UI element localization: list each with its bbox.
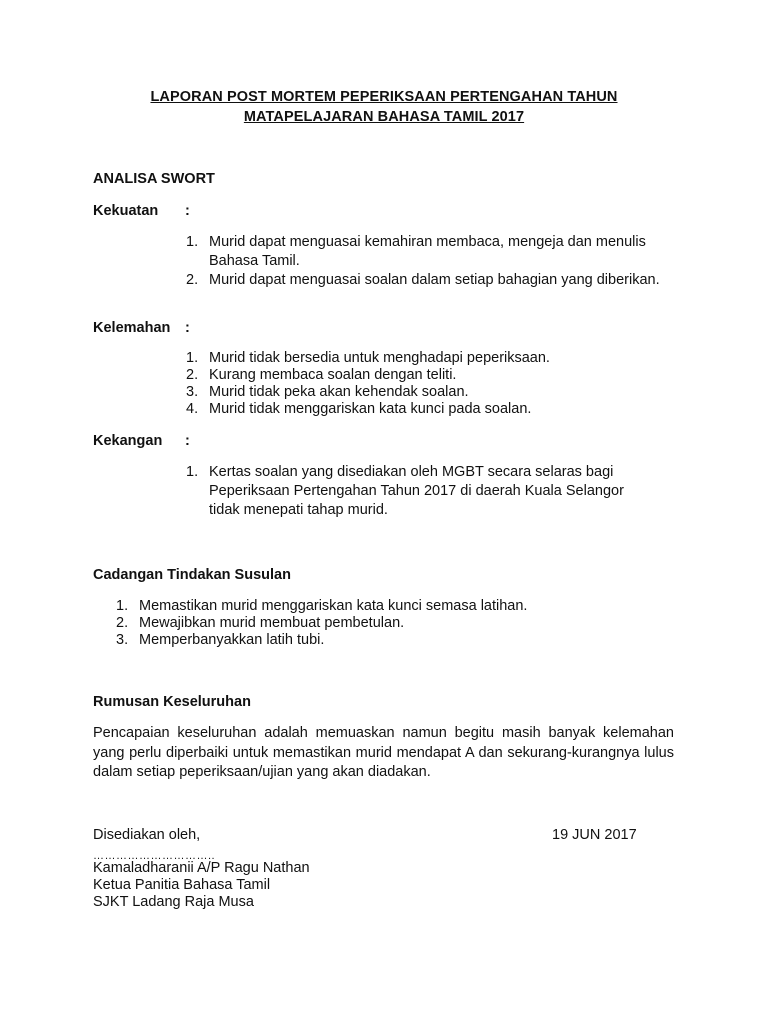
kelemahan-list [186, 350, 666, 418]
kekuatan-list [186, 233, 666, 290]
document-title-line-1: LAPORAN POST MORTEM PEPERIKSAAN PERTENGAHAN TAHUN [150, 89, 618, 105]
kekuatan-colon: : [185, 203, 190, 219]
list-item: 1. Murid tidak bersedia untuk menghadapi peperiksaan. [186, 350, 550, 366]
rumusan-paragraph: Pencapaian keseluruhan adalah memuaskan namun begitu masih banyak kelemahan yang perlu diperbaiki untuk memastikan murid mendapat A dan sekurang-kurangnya lulus dalam setiap peperiksaan/ujian yang akan diadakan. [93, 725, 674, 780]
kelemahan-colon: : [185, 320, 190, 336]
kekangan-colon: : [185, 433, 190, 449]
list-item: 1. Memastikan murid menggariskan kata kunci semasa latihan. [116, 598, 528, 614]
list-item: 2. Murid dapat menguasai soalan dalam setiap bahagian yang diberikan. [186, 272, 660, 288]
kelemahan-label: Kelemahan [93, 320, 171, 336]
kekuatan-label: Kekuatan [93, 203, 159, 219]
signatory-school: SJKT Ladang Raja Musa [93, 894, 254, 910]
rumusan-heading: Rumusan Keseluruhan [93, 694, 251, 710]
list-item: 3. Murid tidak peka akan kehendak soalan. [186, 384, 469, 400]
signature-line: ………………………….. [93, 850, 216, 862]
list-item: 2. Kurang membaca soalan dengan teliti. [186, 367, 457, 383]
list-item: 4. Murid tidak menggariskan kata kunci pada soalan. [186, 401, 532, 417]
list-item: 2. Mewajibkan murid membuat pembetulan. [116, 615, 405, 631]
kekangan-list [186, 463, 656, 520]
signatory-name: Kamaladharanii A/P Ragu Nathan [93, 860, 310, 876]
report-date: 19 JUN 2017 [552, 827, 637, 843]
cadangan-heading: Cadangan Tindakan Susulan [93, 567, 291, 583]
cadangan-list [116, 598, 676, 649]
list-item: 1. Kertas soalan yang disediakan oleh MGBT secara selaras bagi Peperiksaan Pertengahan Tahun 2017 di daerah Kuala Selangor tidak menepati tahap murid. [186, 464, 624, 518]
prepared-by-label: Disediakan oleh, [93, 827, 201, 843]
kekangan-label: Kekangan [93, 433, 163, 449]
signatory-position: Ketua Panitia Bahasa Tamil [93, 877, 271, 893]
analisa-heading: ANALISA SWORT [93, 171, 215, 187]
list-item: 1. Murid dapat menguasai kemahiran membaca, mengeja dan menulis Bahasa Tamil. [186, 234, 646, 269]
list-item: 3. Memperbanyakkan latih tubi. [116, 632, 325, 648]
document-title-line-2: MATAPELAJARAN BAHASA TAMIL 2017 [243, 109, 525, 125]
